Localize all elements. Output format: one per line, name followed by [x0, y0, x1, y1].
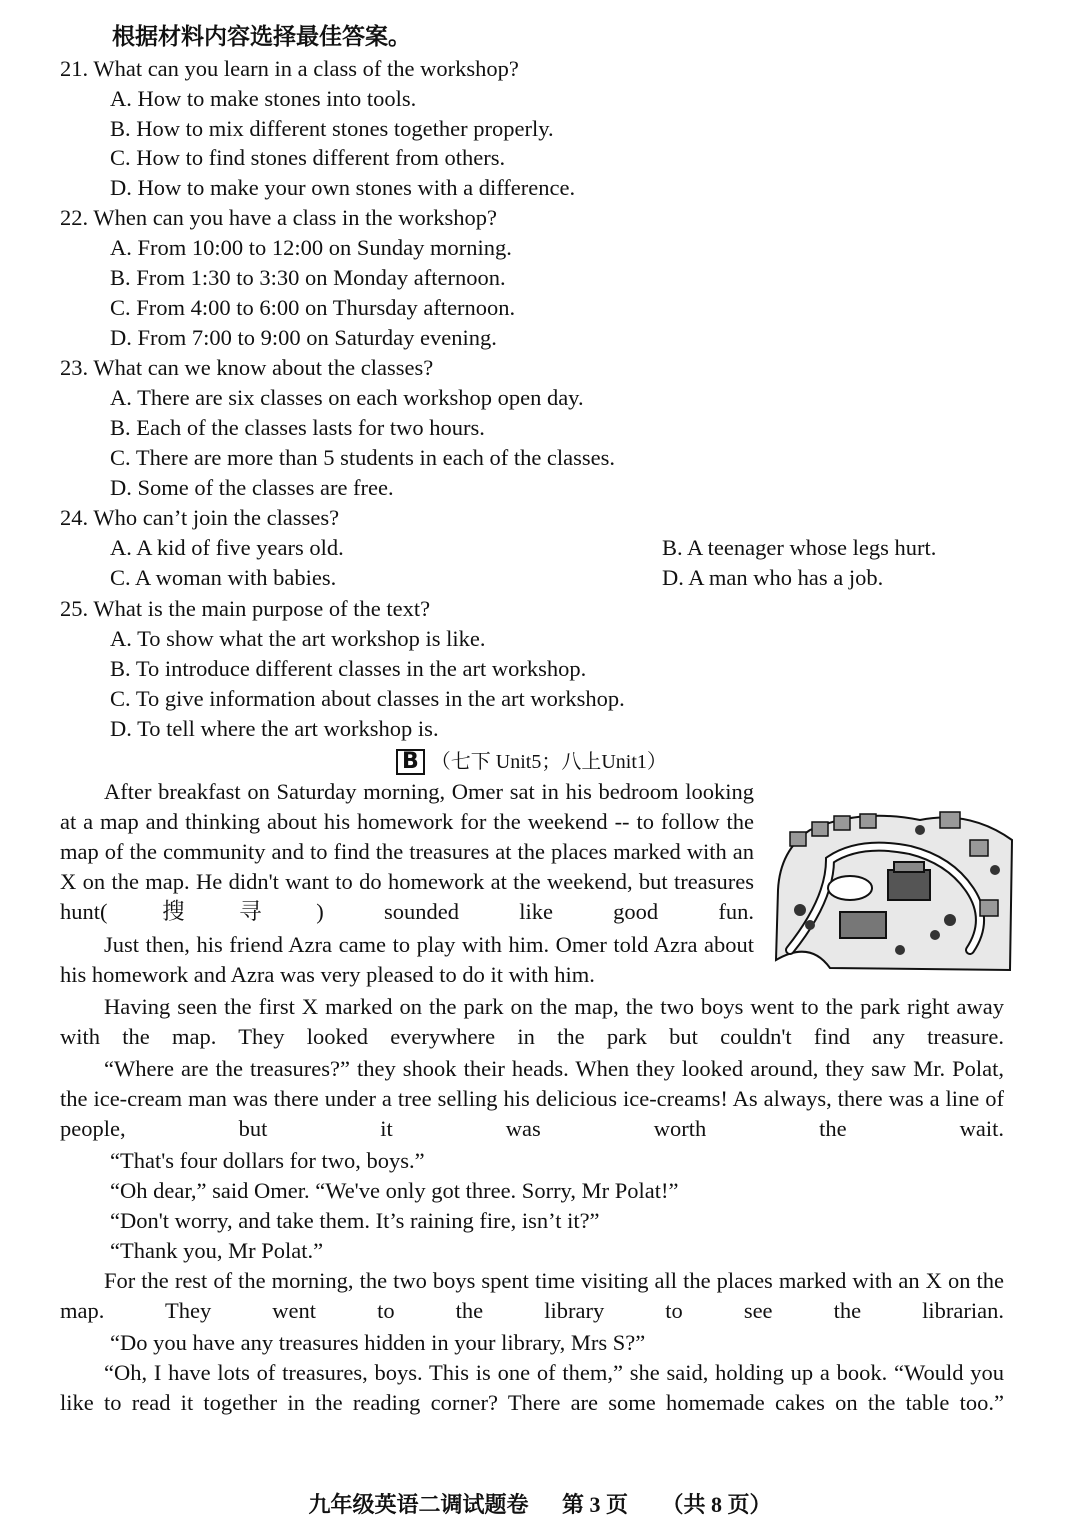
- passage-paragraph-2: Just then, his friend Azra came to play with him. Omer told Azra about his homework and Azra was very pleased to do it with him.: [60, 932, 754, 987]
- question-22: 22. When can you have a class in the workshop?: [60, 205, 497, 230]
- option-22d: D. From 7:00 to 9:00 on Saturday evening.: [110, 325, 497, 350]
- option-25b: B. To introduce different classes in the art workshop.: [110, 656, 587, 681]
- option-25a: A. To show what the art workshop is like.: [110, 626, 486, 651]
- option-24a: A. A kid of five years old.: [110, 535, 344, 560]
- passage-paragraph-1: After breakfast on Saturday morning, Omer sat in his bedroom looking at a map and thinking about his homework for the weekend -- to follow the map of the community and to find the treasures at the places marked with an X on the map. He didn't want to do homework at the weekend, but treasures hunt(搜寻) sounded like good fun.: [60, 779, 754, 924]
- option-21c: C. How to find stones different from others.: [110, 145, 506, 170]
- option-21d: D. How to make your own stones with a difference.: [110, 175, 576, 200]
- passage-paragraph-8: “Thank you, Mr Polat.”: [110, 1238, 324, 1263]
- community-map-illustration: [770, 800, 1015, 978]
- option-24b: B. A teenager whose legs hurt.: [662, 535, 937, 560]
- option-22c: C. From 4:00 to 6:00 on Thursday afternoon.: [110, 295, 516, 320]
- page-footer: [0, 1488, 1080, 1519]
- option-23d: D. Some of the classes are free.: [110, 475, 394, 500]
- option-22a: A. From 10:00 to 12:00 on Sunday morning.: [110, 235, 512, 260]
- option-23a: A. There are six classes on each workshop open day.: [110, 385, 584, 410]
- footer-title: 九年级英语二调试题卷: [308, 1492, 529, 1517]
- passage-paragraph-9: For the rest of the morning, the two boys spent time visiting all the places marked with an X on the map. They went to the library to see the librarian.: [60, 1268, 1004, 1323]
- passage-paragraph-10: “Do you have any treasures hidden in your library, Mrs S?”: [110, 1330, 646, 1355]
- option-24c: C. A woman with babies.: [110, 565, 337, 590]
- question-23: 23. What can we know about the classes?: [60, 355, 434, 380]
- option-21a: A. How to make stones into tools.: [110, 86, 417, 111]
- passage-paragraph-6: “Oh dear,” said Omer. “We've only got three. Sorry, Mr Polat!”: [110, 1178, 679, 1203]
- section-b-unit-note: （七下 Unit5；八上Unit1）: [430, 751, 667, 773]
- option-22b: B. From 1:30 to 3:30 on Monday afternoon.: [110, 265, 506, 290]
- section-b-badge: B: [396, 749, 425, 775]
- map-drawing: [770, 800, 1015, 978]
- passage-paragraph-7: “Don't worry, and take them. It’s raining fire, isn’t it?”: [110, 1208, 600, 1233]
- question-24: 24. Who can’t join the classes?: [60, 505, 340, 530]
- option-25d: D. To tell where the art workshop is.: [110, 716, 439, 741]
- option-21b: B. How to mix different stones together properly.: [110, 116, 554, 141]
- section-b-heading: [396, 747, 667, 777]
- question-21: 21. What can you learn in a class of the workshop?: [60, 56, 519, 81]
- option-23c: C. There are more than 5 students in each of the classes.: [110, 445, 616, 470]
- footer-page-number: 第 3 页: [561, 1492, 628, 1517]
- instruction: 根据材料内容选择最佳答案。: [112, 24, 411, 49]
- passage-paragraph-11: “Oh, I have lots of treasures, boys. This is one of them,” she said, holding up a book. “Would you like to read it together in the reading corner? There are some homemade cakes on the table too.”: [60, 1360, 1004, 1415]
- passage-paragraph-4: “Where are the treasures?” they shook their heads. When they looked around, they saw Mr. Polat, the ice-cream man was there under a tree selling his delicious ice-creams! As always, there was a line of people, but it was worth the wait.: [60, 1056, 1004, 1141]
- passage-paragraph-5: “That's four dollars for two, boys.”: [110, 1148, 425, 1173]
- option-25c: C. To give information about classes in the art workshop.: [110, 686, 625, 711]
- option-24d: D. A man who has a job.: [662, 565, 884, 590]
- passage-paragraph-3: Having seen the first X marked on the park on the map, the two boys went to the park right away with the map. They looked everywhere in the park but couldn't find any treasure.: [60, 994, 1004, 1049]
- footer-total-pages: （共 8 页）: [661, 1492, 772, 1517]
- question-25: 25. What is the main purpose of the text?: [60, 596, 431, 621]
- option-23b: B. Each of the classes lasts for two hours.: [110, 415, 485, 440]
